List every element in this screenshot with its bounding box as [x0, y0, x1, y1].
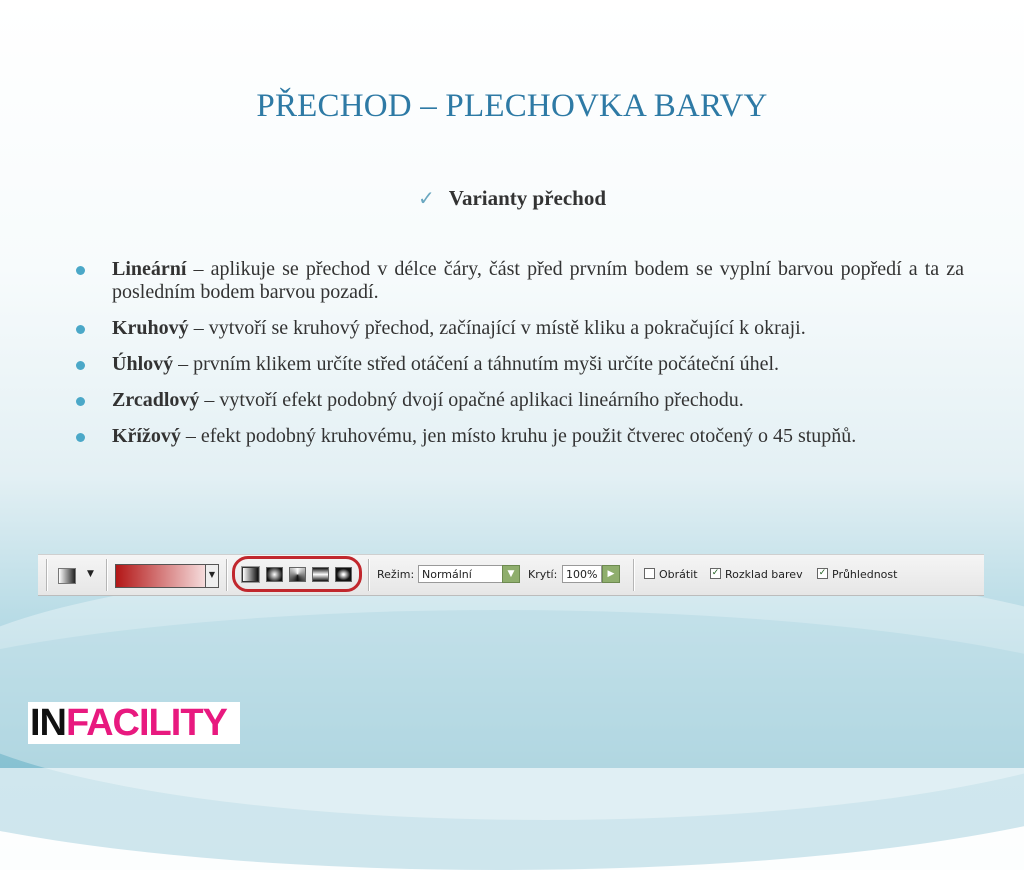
reverse-checkbox[interactable]	[644, 568, 655, 579]
dither-label: Rozklad barev	[725, 568, 803, 581]
item-term: Kruhový	[112, 317, 189, 339]
slide-subheading	[0, 186, 1024, 211]
item-term: Úhlový	[112, 353, 174, 375]
list-item	[74, 425, 964, 448]
opacity-input[interactable]: 100%	[562, 565, 602, 583]
gradient-picker-chevron-down-icon[interactable]: ▼	[205, 564, 219, 588]
checkmark-icon: ✓	[417, 186, 435, 210]
gradient-tool-icon[interactable]	[58, 568, 76, 584]
infacility-logo	[28, 702, 240, 744]
gradient-picker-swatch[interactable]	[115, 564, 207, 588]
reflected-gradient-icon[interactable]	[312, 567, 329, 582]
item-text: – aplikuje se přechod v délce čáry, část před prvním bodem se vyplní barvou popředí a ta za posledním bodem barvou pozadí.	[112, 258, 964, 303]
opacity-slider-arrow-icon[interactable]: ▶	[602, 565, 620, 583]
background-wave-light	[0, 560, 1024, 820]
toolbar-separator	[368, 559, 370, 591]
toolbar-grip	[46, 559, 48, 591]
bullet-dot-icon	[76, 397, 85, 406]
bullet-dot-icon	[76, 266, 85, 275]
bullet-dot-icon	[76, 325, 85, 334]
list-item	[74, 353, 964, 376]
toolbar-separator	[106, 559, 108, 591]
reverse-label: Obrátit	[659, 568, 698, 581]
item-term: Zrcadlový	[112, 389, 200, 411]
dither-checkbox[interactable]: ✓	[711, 568, 720, 578]
bullet-dot-icon	[76, 433, 85, 442]
list-item	[74, 317, 964, 340]
item-text: – prvním klikem určíte střed otáčení a táhnutím myši určíte počáteční úhel.	[173, 353, 780, 375]
item-text: – efekt podobný kruhovému, jen místo kruhu je použit čtverec otočený o 45 stupňů.	[180, 425, 857, 447]
mode-chevron-down-icon[interactable]: ▼	[502, 565, 520, 583]
list-item	[74, 258, 964, 304]
angle-gradient-icon[interactable]	[289, 567, 306, 582]
logo-part-in: IN	[30, 702, 66, 744]
item-text: – vytvoří efekt podobný dvojí opačné aplikaci lineárního přechodu.	[199, 389, 744, 411]
radial-gradient-icon[interactable]	[266, 567, 283, 582]
gradient-tool-options-bar	[38, 554, 984, 596]
transparency-checkbox[interactable]: ✓	[818, 568, 827, 578]
subheading-text: Varianty přechod	[448, 186, 607, 210]
bullet-dot-icon	[76, 361, 85, 370]
opacity-label: Krytí:	[528, 568, 558, 581]
item-term: Lineární	[112, 258, 187, 280]
gradient-variants-list	[74, 258, 964, 461]
mode-select[interactable]: Normální	[418, 565, 506, 583]
transparency-label: Průhlednost	[832, 568, 898, 581]
linear-gradient-icon[interactable]	[242, 567, 259, 582]
tool-preset-chevron-down-icon[interactable]: ▼	[87, 569, 94, 579]
list-item	[74, 389, 964, 412]
mode-label: Režim:	[377, 568, 415, 581]
slide-title: PŘECHOD – PLECHOVKA BARVY	[256, 88, 768, 124]
item-text: – vytvoří se kruhový přechod, začínající v místě kliku a pokračující k okraji.	[188, 317, 806, 339]
toolbar-separator	[226, 559, 228, 591]
logo-part-facility: FACILITY	[66, 702, 227, 744]
diamond-gradient-icon[interactable]	[335, 567, 352, 582]
toolbar-separator	[633, 559, 635, 591]
item-term: Křížový	[112, 425, 181, 447]
